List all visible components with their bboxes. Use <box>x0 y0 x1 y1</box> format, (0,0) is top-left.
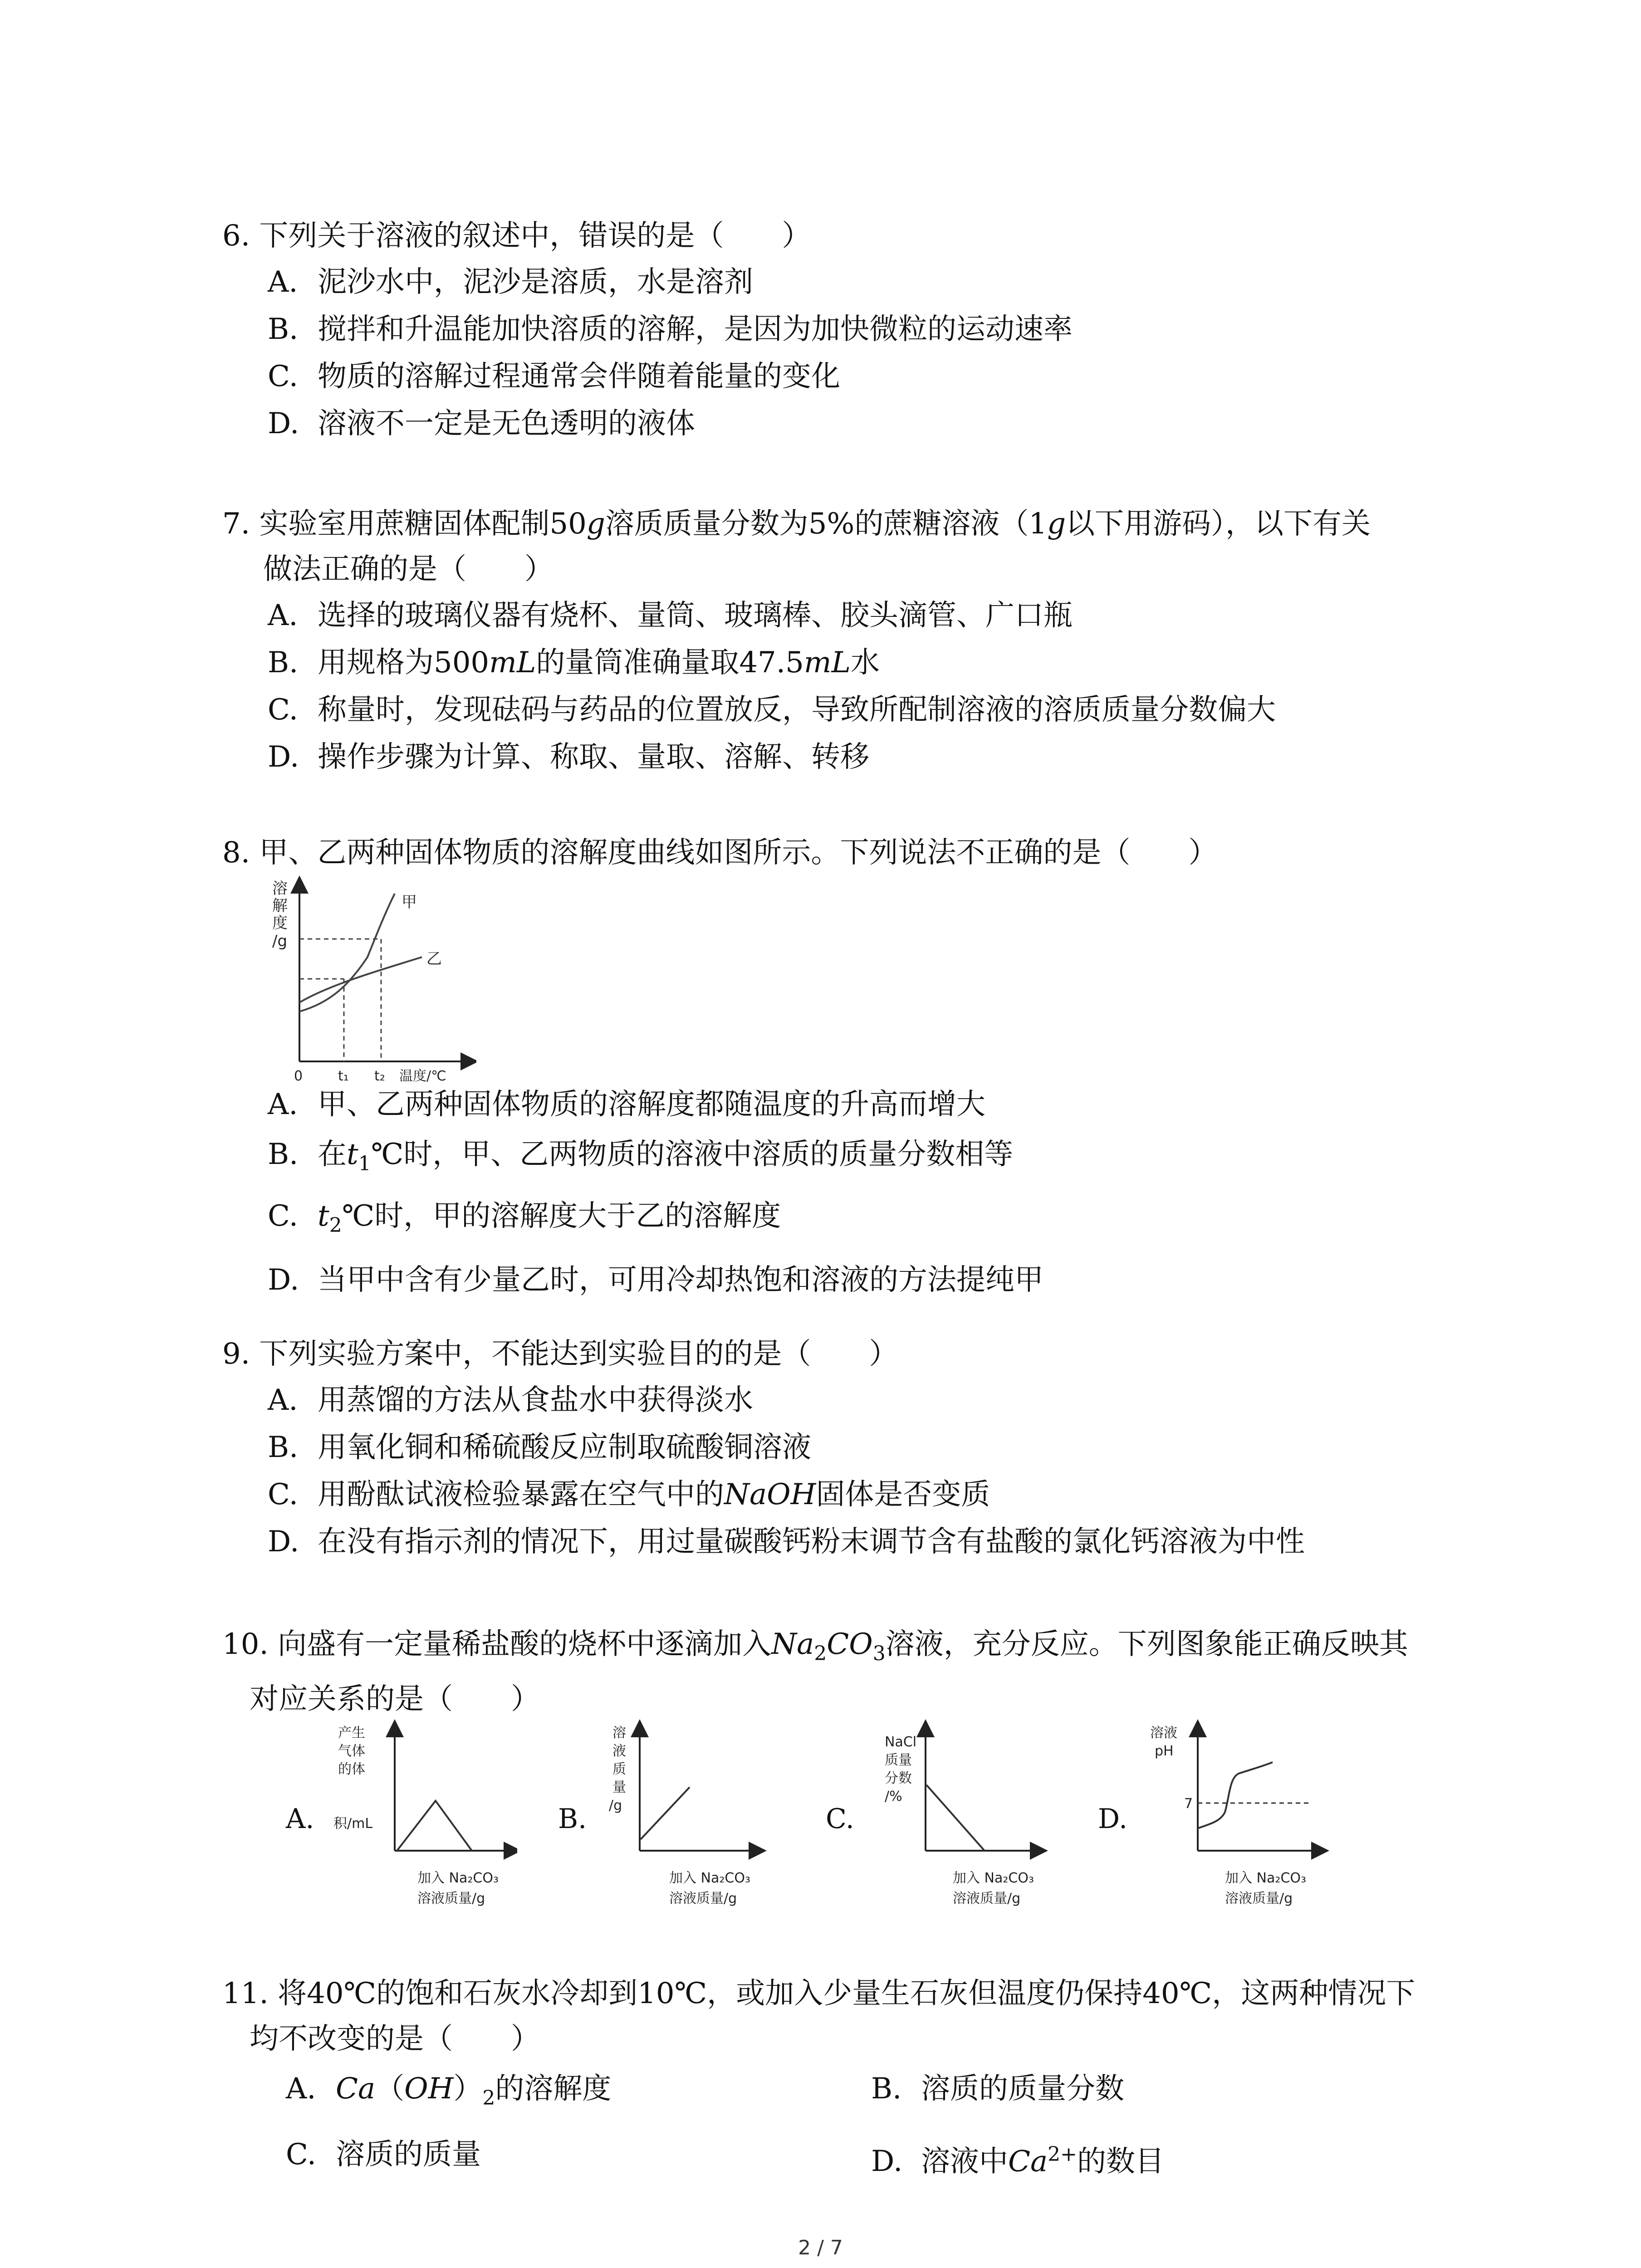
question-8 <box>222 830 1447 875</box>
option-d: D. 溶液中$Ca^{2+}$的数目 <box>871 2142 1164 2179</box>
options-row-2 <box>222 2131 1493 2185</box>
svg-text:溶液质量/g: 溶液质量/g <box>669 1891 737 1906</box>
svg-text:质量: 质量 <box>885 1752 912 1768</box>
svg-text:加入 Na₂CO₃: 加入 Na₂CO₃ <box>953 1870 1034 1886</box>
question-stem: 10. 向盛有一定量稀盐酸的烧杯中逐滴加入$Na_2CO_3$溶液，充分反应。下列图象能正确反映其 <box>222 1628 1408 1665</box>
option-d: D. 操作步骤为计算、称取、量取、溶解、转移 <box>268 740 869 774</box>
t2-label: t₂ <box>374 1068 385 1084</box>
option-a: A. 选择的玻璃仪器有烧杯、量筒、玻璃棒、胶头滴管、广口瓶 <box>268 599 1073 632</box>
question-11 <box>222 1971 1493 2185</box>
option-d: D. 当甲中含有少量乙时，可用冷却热饱和溶液的方法提纯甲 <box>268 1263 1043 1297</box>
option-c: C. 溶质的质量 <box>286 2137 481 2171</box>
option-b: B. 在$t_1℃$时，甲、乙两物质的溶液中溶质的质量分数相等 <box>268 1138 1014 1175</box>
question-6 <box>222 213 1447 447</box>
svg-text:溶液质量/g: 溶液质量/g <box>953 1891 1021 1906</box>
graph-d <box>1093 1719 1329 1919</box>
t1-label: t₁ <box>338 1068 349 1084</box>
question-stem: 11. 将40℃的饱和石灰水冷却到10℃，或加入少量生石灰但温度仍保持40℃，这两种情况下 <box>222 1977 1416 2010</box>
svg-text:7: 7 <box>1184 1796 1193 1812</box>
page-number: 2 / 7 <box>798 2236 843 2259</box>
option-a: A. 用蒸馏的方法从食盐水中获得淡水 <box>268 1383 753 1417</box>
y-axis-label: 溶 <box>272 880 288 898</box>
x-axis-label: 温度/℃ <box>399 1068 446 1084</box>
series-jia-label: 甲 <box>402 893 417 911</box>
question-stem-cont: 对应关系的是（ ） <box>250 1682 540 1716</box>
graph-c <box>821 1719 1057 1919</box>
svg-text:解: 解 <box>272 897 288 915</box>
question-8-options <box>222 1080 1447 1307</box>
svg-text:/%: /% <box>885 1789 902 1804</box>
option-a: A. 泥沙水中，泥沙是溶质，水是溶剂 <box>268 265 753 299</box>
option-b: B. 溶质的质量分数 <box>871 2072 1124 2106</box>
graph-a <box>281 1719 517 1919</box>
option-c: C. 称量时，发现砝码与药品的位置放反，导致所配制溶液的溶质质量分数偏大 <box>268 693 1276 727</box>
option-a: A. $Ca(OH)_2$的溶解度 <box>286 2072 612 2110</box>
svg-text:/g: /g <box>272 932 288 950</box>
origin-label: 0 <box>294 1068 303 1084</box>
svg-text:加入 Na₂CO₃: 加入 Na₂CO₃ <box>669 1870 750 1886</box>
options-row-1 <box>222 2065 1493 2122</box>
option-d: D. 在没有指示剂的情况下，用过量碳酸钙粉末调节含有盐酸的氯化钙溶液为中性 <box>268 1525 1305 1559</box>
graph-b <box>554 1719 789 1919</box>
svg-text:的体: 的体 <box>338 1761 365 1777</box>
svg-text:B.: B. <box>558 1803 587 1835</box>
svg-text:NaCl: NaCl <box>885 1734 917 1750</box>
svg-text:A.: A. <box>286 1803 314 1835</box>
svg-text:溶液质量/g: 溶液质量/g <box>417 1891 485 1906</box>
option-b: B. 用规格为500mL的量筒准确量取47.5mL水 <box>268 646 880 679</box>
option-c: C. 物质的溶解过程通常会伴随着能量的变化 <box>268 360 840 393</box>
curve-yi <box>299 957 422 1002</box>
option-d: D. 溶液不一定是无色透明的液体 <box>268 407 695 440</box>
svg-text:溶: 溶 <box>612 1725 626 1741</box>
solubility-graph <box>263 875 476 1084</box>
option-a: A. 甲、乙两种固体物质的溶解度都随温度的升高而增大 <box>268 1088 985 1121</box>
option-c: C. $t_2℃$时，甲的溶解度大于乙的溶解度 <box>268 1199 781 1237</box>
svg-text:加入 Na₂CO₃: 加入 Na₂CO₃ <box>1225 1870 1306 1886</box>
question-10 <box>222 1622 1447 1722</box>
question-stem: 6. 下列关于溶液的叙述中，错误的是（ ） <box>222 219 811 253</box>
svg-text:积/mL: 积/mL <box>333 1816 373 1832</box>
svg-text:pH: pH <box>1155 1743 1174 1759</box>
svg-text:产生: 产生 <box>338 1725 365 1741</box>
question-stem-cont: 做法正确的是（ ） <box>263 552 554 586</box>
question-7 <box>222 501 1447 781</box>
curve-jia <box>299 894 395 1012</box>
question-stem: 8. 甲、乙两种固体物质的溶解度曲线如图所示。下列说法不正确的是（ ） <box>222 836 1218 870</box>
question-stem: 9. 下列实验方案中，不能达到实验目的的是（ ） <box>222 1337 898 1371</box>
svg-text:溶液质量/g: 溶液质量/g <box>1225 1891 1293 1906</box>
svg-text:溶液: 溶液 <box>1150 1725 1177 1741</box>
svg-text:D.: D. <box>1098 1803 1128 1835</box>
question-stem-cont: 均不改变的是（ ） <box>250 2022 540 2056</box>
svg-text:加入 Na₂CO₃: 加入 Na₂CO₃ <box>417 1870 499 1886</box>
svg-text:量: 量 <box>612 1779 626 1795</box>
option-b: B. 用氧化铜和稀硫酸反应制取硫酸铜溶液 <box>268 1431 811 1464</box>
svg-text:分数: 分数 <box>885 1770 912 1786</box>
svg-text:质: 质 <box>612 1761 626 1777</box>
question-stem: 7. 实验室用蔗糖固体配制50g溶质质量分数为5%的蔗糖溶液（1g以下用游码），以下有关 <box>222 507 1371 541</box>
svg-text:液: 液 <box>612 1743 626 1759</box>
series-yi-label: 乙 <box>426 950 442 968</box>
option-b: B. 搅拌和升温能加快溶质的溶解，是因为加快微粒的运动速率 <box>268 313 1073 346</box>
svg-text:/g: /g <box>609 1798 622 1813</box>
svg-text:C.: C. <box>826 1803 854 1835</box>
option-c: C. 用酚酞试液检验暴露在空气中的NaOH固体是否变质 <box>268 1478 990 1511</box>
svg-text:度: 度 <box>272 914 288 932</box>
svg-text:气体: 气体 <box>338 1743 365 1759</box>
question-9 <box>222 1331 1447 1565</box>
